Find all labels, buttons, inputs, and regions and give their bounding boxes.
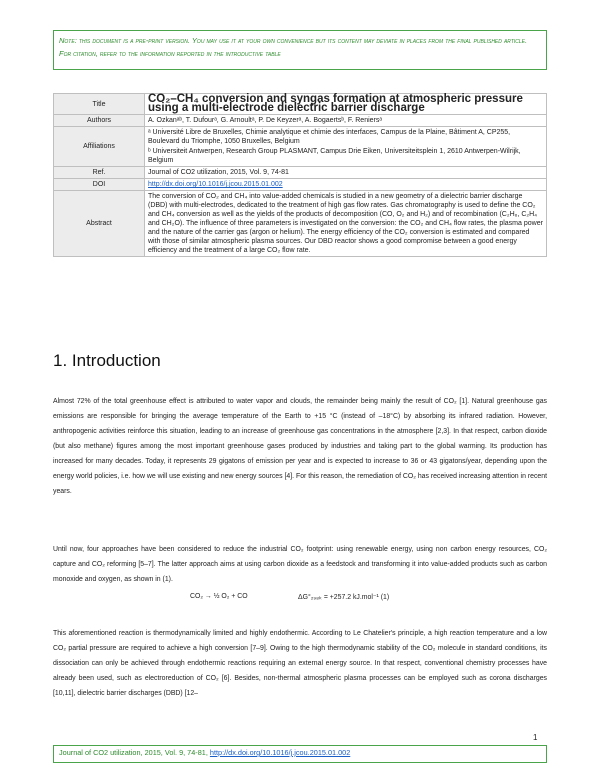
title-row [54, 94, 547, 115]
affiliations-cell [145, 127, 547, 167]
affiliations-label: Affiliations [54, 127, 145, 167]
footer-citation: Journal of CO2 utilization, 2015, Vol. 9, 74-81, [59, 748, 210, 757]
intro-paragraph-1: Almost 72% of the total greenhouse effect is attributed to water vapor and clouds, the remainder being mainly the result of CO₂ [1]. Natural greenhouse gas emissions are responsible for bringing the average temperature of the Earth to +15 °C (instead of –18°C) by absorbing its infrared radiation. However, anthropogenic activities reinforce this situation, leading to an increase of greenhouse gas concentrations in the atmosphere [2,3]. In that respect, carbon dioxide (but also methane) figures among the most important greenhouse gases produced by industries and taking part to the global warming. Its production has increased for many decades. Today, it represents 29 gigatons of emission per year and is expected to increase to 36 or 43 gigatons/year, depending upon the energy world policies, i.e. how we will use existing and new energy sources [4]. For this reason, the remediation of CO₂ has received increasing attention in recent years. [53, 398, 547, 495]
affiliation-a: ᵃ Université Libre de Bruxelles, Chimie analytique et chimie des interfaces, Campus de la Plaine, Bâtiment A, CP255, Boulevard du Triomphe, 1050 Bruxelles, Belgium [148, 129, 511, 146]
reaction-equation: CO₂ → ½ O₂ + CO [190, 593, 248, 600]
doi-link[interactable]: http://dx.doi.org/10.1016/j.jcou.2015.01.002 [148, 181, 283, 189]
gibbs-energy: ΔG°₂₉₈ₖ = +257.2 kJ.mol⁻¹ (1) [298, 594, 390, 601]
ref-label: Ref. [54, 167, 145, 179]
authors-label: Authors [54, 115, 145, 127]
doi-row [54, 179, 547, 191]
authors-list: A. Ozkanᵃᵇ, T. Dufourᵃ, G. Arnoultᵃ, P. De Keyzerᵃ, A. Bogaertsᵇ, F. Reniersᵃ [145, 115, 547, 127]
intro-paragraph-3: This aforementioned reaction is thermodynamically limited and highly endothermic. According to Le Chatelier's principle, a high reaction temperature and a low CO₂ partial pressure are required to achieve a high conversion [7–9]. Owing to the high thermodynamic stability of the CO₂ molecule in standard conditions, its dissociation can only be achieved through endothermic reactions requiring an external energy source. In that respect, conventional chemistry processes have already been used, such as electroreduction of CO₂ [6]. Besides, non-thermal atmospheric plasma processes can be employed such as corona discharges [10,11], dielectric barrier discharges (DBD) [12– [53, 630, 547, 697]
affiliations-row [54, 127, 547, 167]
article-info-table [53, 93, 547, 257]
title-label: Title [54, 94, 145, 115]
abstract-label: Abstract [54, 191, 145, 257]
preprint-notice: Note: this document is a pre-print version. You may use it at your own convenience but its content may deviate in places from the final published article. For citation, refer to the information reported in the introductive table [53, 30, 547, 70]
abstract-row [54, 191, 547, 257]
footer-doi-link[interactable]: http://dx.doi.org/10.1016/j.jcou.2015.01.002 [209, 748, 351, 757]
affiliation-b: ᵇ Universiteit Antwerpen, Research Group PLASMANT, Campus Drie Eiken, Universiteitsplein 1, 2610 Antwerpen-Wilrijk, Belgium [148, 147, 521, 164]
abstract-text: The conversion of CO₂ and CH₄ into value-added chemicals is studied in a new geometry of a dielectric barrier discharge (DBD) with multi-electrodes, dedicated to the treatment of high gas flow rates. Gas chromatography is used to define the CO₂ and CH₄ conversion as well as the yields of the products of decomposition (CO, O₂ and H₂) and of recombination (C₂H₆, C₂H₄ and CH₂O). The influence of three parameters is investigated on the conversion: the CO₂ and CH₄ flow rates, the plasma power and the nature of the carrier gas (argon or helium). The energy efficiency of the CO₂ conversion is estimated and compared with those of similar atmospheric plasma sources. Our DBD reactor shows a good compromise between a good energy efficiency and the treatment of a large CO₂ flow rate. [145, 191, 547, 257]
footer-citation-box [53, 745, 547, 763]
article-title: CO₂–CH₄ conversion and syngas formation at atmospheric pressure using a multi-electrode dielectric barrier discharge [145, 94, 547, 115]
authors-row [54, 115, 547, 127]
doi-label: DOI [54, 179, 145, 191]
section-heading: 1. Introduction [53, 351, 161, 370]
journal-ref: Journal of CO2 utilization, 2015, Vol. 9, 74-81 [145, 167, 547, 179]
ref-row [54, 167, 547, 179]
page-number: 1 [533, 733, 538, 742]
doi-cell [145, 179, 547, 191]
intro-paragraph-2: Until now, four approaches have been considered to reduce the industrial CO₂ footprint: using renewable energy, using non carbon energy resources, CO₂ capture and CO₂ reforming [5–7]. The latter approach aims at using carbon dioxide as a feedstock and transforming it into value-added products such as carbon monoxide and oxygen, as shown in (1). [53, 546, 547, 583]
